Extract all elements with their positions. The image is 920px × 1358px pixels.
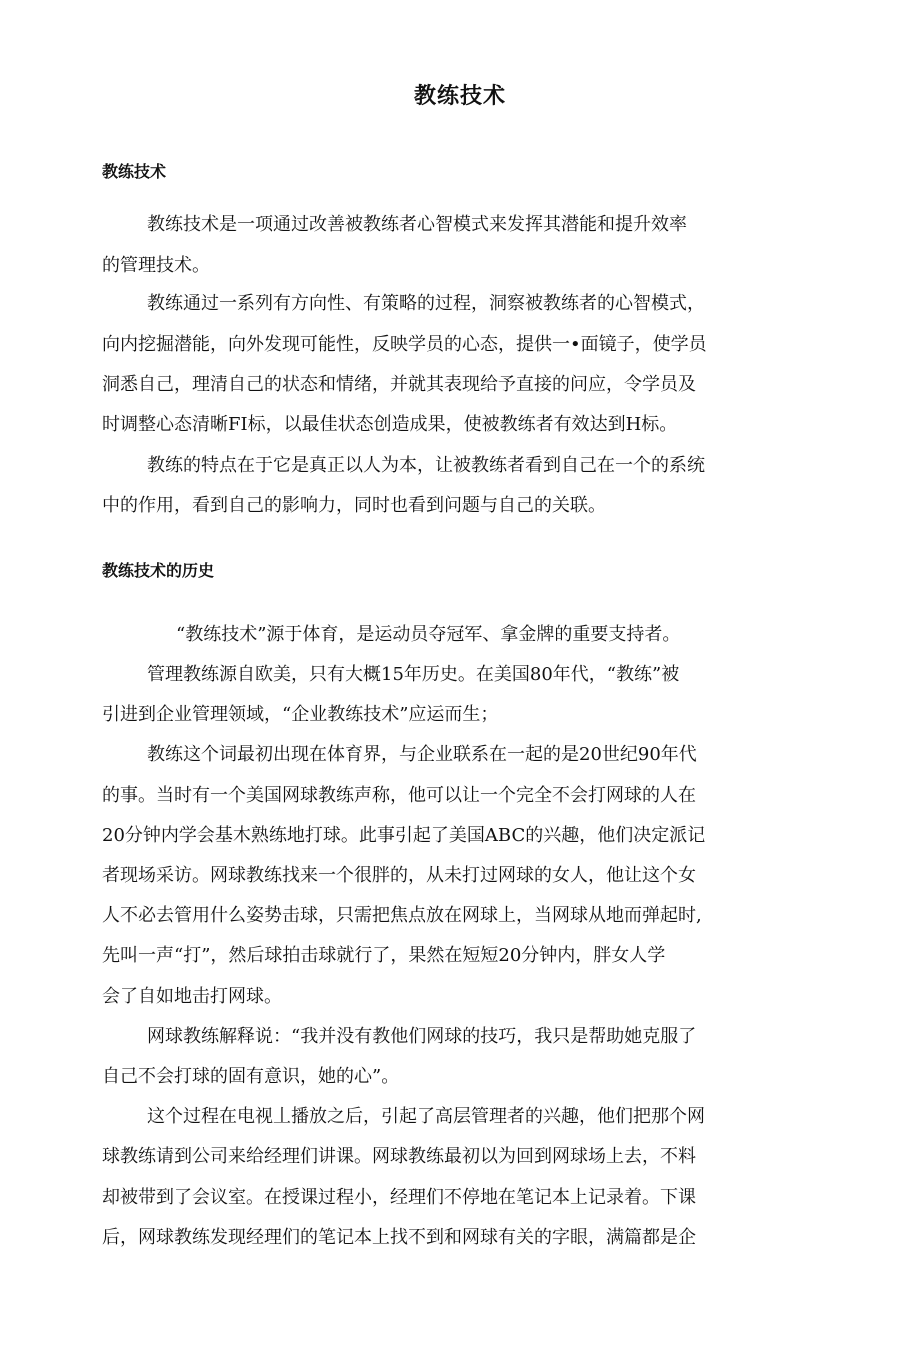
- paragraph-line: 后，网球教练发现经理们的笔记本上找不到和网球有关的字眼，满篇都是企: [102, 1227, 696, 1248]
- paragraph-line: 的事。当时有一个美国网球教练声称，他可以让一个完全不会打网球的人在: [102, 785, 696, 806]
- paragraph-line: 网球教练解释说：“我并没有教他们网球的技巧，我只是帮助她克服了: [147, 1026, 697, 1047]
- paragraph-line: “教练技术”源于体育，是运动员夺冠军、拿金牌的重要支持者。: [176, 624, 681, 645]
- paragraph-line: 人不必去管用什么姿势击球，只需把焦点放在网球上，当网球从地而弹起时,: [102, 905, 702, 926]
- paragraph-line: 的管理技术。: [102, 255, 210, 276]
- paragraph-line: 教练技术是一项通过改善被教练者心智模式来发挥其潜能和提升效率: [147, 214, 687, 235]
- paragraph-line: 中的作用，看到自己的影响力，同时也看到问题与自己的关联。: [102, 495, 606, 516]
- document-title: 教练技术: [413, 84, 506, 109]
- paragraph-line: 这个过程在电视丄播放之后，引起了高层管理者的兴趣，他们把那个网: [147, 1106, 705, 1127]
- paragraph-line: 会了自如地击打网球。: [102, 986, 282, 1007]
- paragraph-line: 先叫一声“打”，然后球拍击球就行了，果然在短短20分钟内，胖女人学: [102, 945, 666, 966]
- paragraph-line: 洞悉自己，理清自己的状态和情绪，并就其表现给予直接的问应，令学员及: [102, 374, 696, 395]
- paragraph-line: 教练的特点在于它是真正以人为本，让被教练者看到自己在一个的系统: [147, 455, 705, 476]
- paragraph-line: 却被带到了会议室。在授课过程小，经理们不停地在笔记本上记录着。下课: [102, 1187, 696, 1208]
- paragraph-line: 自己不会打球的固有意识，她的心”。: [102, 1066, 400, 1087]
- paragraph-line: 20分钟内学会基木熟练地打球。此事引起了美国ABC的兴趣，他们决定派记: [102, 825, 706, 846]
- section-heading-coaching: 教练技术: [102, 162, 167, 181]
- paragraph-line: 教练这个词最初出现在体育界，与企业联系在一起的是20世纪90年代: [147, 744, 697, 765]
- paragraph-line: 向内挖掘潜能，向外发现可能性，反映学员的心态，提供一•面镜子，使学员: [102, 334, 707, 355]
- paragraph-line: 管理教练源自欧美，只有大概15年历史。在美国80年代，“教练”被: [147, 664, 680, 685]
- paragraph-line: 者现场采访。网球教练找来一个很胖的，从未打过网球的女人，他让这个女: [102, 865, 696, 886]
- paragraph-line: 引进到企业管理领域，“企业教练技术”应运而生；: [102, 704, 499, 725]
- paragraph-line: 时调整心态清晰FI标，以最佳状态创造成果，使被教练者有效达到H标。: [102, 414, 678, 435]
- section-heading-history: 教练技术的历史: [102, 561, 215, 580]
- paragraph-line: 球教练请到公司来给经理们讲课。网球教练最初以为回到网球场上去，不料: [102, 1146, 696, 1167]
- paragraph-line: 教练通过一系列有方向性、有策略的过程，洞察被教练者的心智模式，: [147, 293, 705, 314]
